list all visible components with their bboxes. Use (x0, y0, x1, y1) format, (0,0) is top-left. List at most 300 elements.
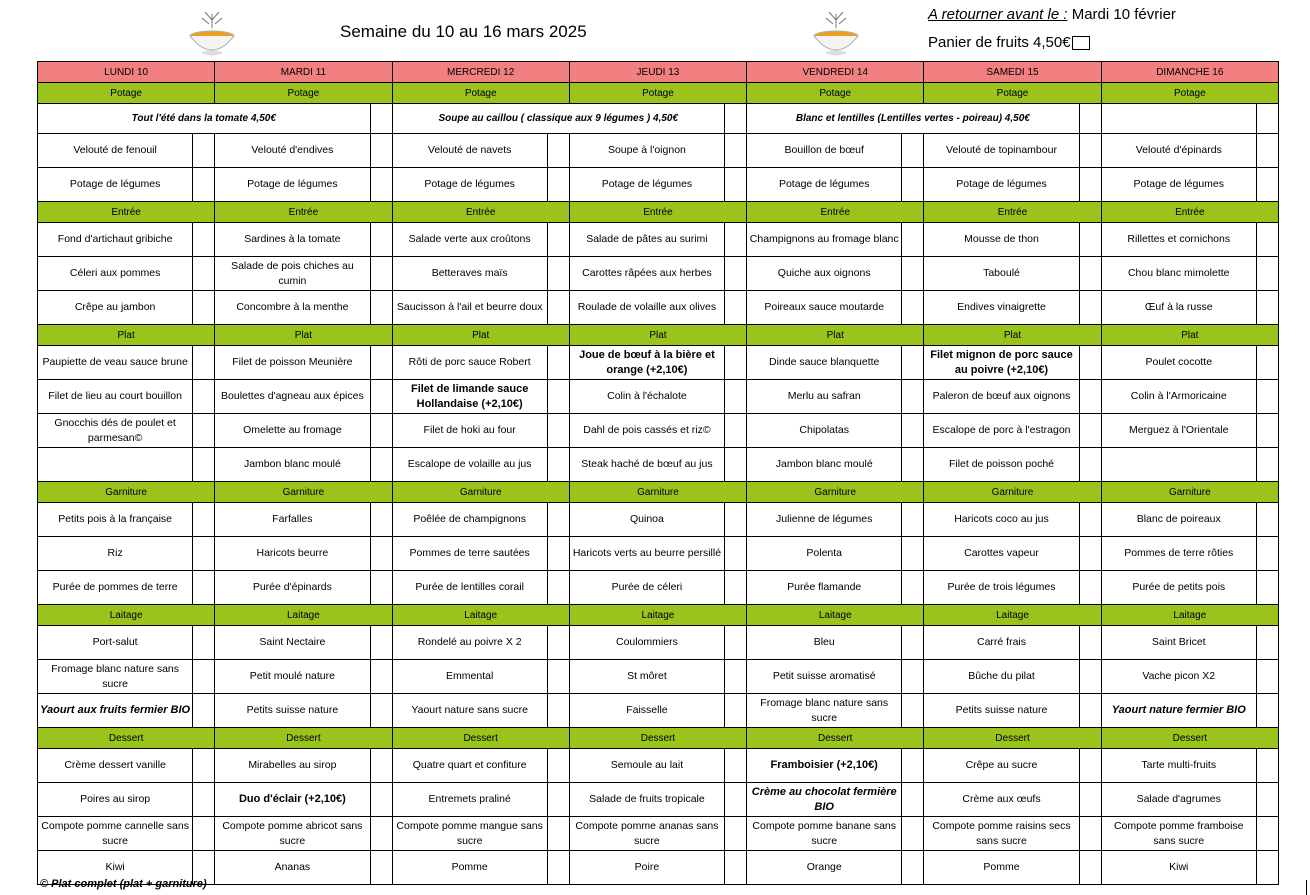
order-box[interactable] (725, 448, 747, 482)
soup-bowl-icon (809, 8, 863, 58)
menu-item: Velouté d'endives (215, 134, 370, 168)
order-box[interactable] (725, 626, 747, 660)
order-box[interactable] (370, 626, 392, 660)
order-box[interactable] (1256, 291, 1278, 325)
order-box[interactable] (193, 783, 215, 817)
menu-item: Haricots coco au jus (924, 503, 1079, 537)
order-box[interactable] (547, 817, 569, 851)
order-box[interactable] (725, 749, 747, 783)
order-box[interactable] (902, 851, 924, 885)
day-header: SAMEDI 15 (924, 62, 1101, 83)
special-soup: Tout l'été dans la tomate 4,50€ (38, 104, 371, 134)
menu-item: Filet de lieu au court bouillon (38, 380, 193, 414)
menu-item: Blanc de poireaux (1101, 503, 1256, 537)
menu-item: Filet mignon de porc sauce au poivre (+2,10€) (924, 346, 1079, 380)
order-box[interactable] (193, 660, 215, 694)
order-box[interactable] (547, 851, 569, 885)
menu-item: Fromage blanc nature sans sucre (38, 660, 193, 694)
menu-item: Crème au chocolat fermière BIO (747, 783, 902, 817)
section-header-dessert: Dessert (1101, 728, 1278, 749)
order-box[interactable] (193, 134, 215, 168)
menu-item: Salade de fruits tropicale (569, 783, 724, 817)
menu-item: Velouté d'épinards (1101, 134, 1256, 168)
menu-item: Salade de pois chiches au cumin (215, 257, 370, 291)
order-box[interactable] (370, 380, 392, 414)
menu-item: Purée de trois légumes (924, 571, 1079, 605)
menu-item: Taboulé (924, 257, 1079, 291)
section-header-entree: Entrée (1101, 202, 1278, 223)
order-box[interactable] (193, 448, 215, 482)
menu-item: Potage de légumes (392, 168, 547, 202)
menu-item: St môret (569, 660, 724, 694)
return-label: A retourner avant le : (928, 6, 1068, 23)
order-box[interactable] (547, 291, 569, 325)
order-box[interactable] (1079, 346, 1101, 380)
menu-item: Yaourt aux fruits fermier BIO (38, 694, 193, 728)
order-box[interactable] (193, 626, 215, 660)
menu-item: Carottes vapeur (924, 537, 1079, 571)
menu-item: Entremets praliné (392, 783, 547, 817)
order-box[interactable] (193, 694, 215, 728)
menu-item: Concombre à la menthe (215, 291, 370, 325)
menu-item: Emmental (392, 660, 547, 694)
section-header-garniture: Garniture (747, 482, 924, 503)
order-box[interactable] (902, 448, 924, 482)
menu-item: Crème dessert vanille (38, 749, 193, 783)
footnote: © Plat complet (plat + garniture) (40, 878, 207, 890)
order-box[interactable] (547, 346, 569, 380)
order-box[interactable] (193, 223, 215, 257)
order-box[interactable] (1079, 168, 1101, 202)
order-box[interactable] (725, 694, 747, 728)
order-box[interactable] (1256, 448, 1278, 482)
menu-item: Purée de petits pois (1101, 571, 1256, 605)
order-box[interactable] (902, 414, 924, 448)
menu-item: Céleri aux pommes (38, 257, 193, 291)
order-box[interactable] (193, 571, 215, 605)
order-box[interactable] (902, 537, 924, 571)
order-box[interactable] (1079, 537, 1101, 571)
section-header-dessert: Dessert (747, 728, 924, 749)
section-header-garniture: Garniture (1101, 482, 1278, 503)
menu-item: Poêlée de champignons (392, 503, 547, 537)
order-box[interactable] (547, 414, 569, 448)
menu-item: Colin à l'Armoricaine (1101, 380, 1256, 414)
menu-item: Merguez à l'Orientale (1101, 414, 1256, 448)
menu-item: Purée de pommes de terre (38, 571, 193, 605)
section-header-potage: Potage (747, 83, 924, 104)
order-box[interactable] (902, 134, 924, 168)
menu-item: Vache picon X2 (1101, 660, 1256, 694)
order-box[interactable] (193, 257, 215, 291)
menu-item: Petit moulé nature (215, 660, 370, 694)
menu-item: Purée d'épinards (215, 571, 370, 605)
order-box[interactable] (902, 291, 924, 325)
menu-item: Salade d'agrumes (1101, 783, 1256, 817)
order-box[interactable] (370, 448, 392, 482)
menu-item: Riz (38, 537, 193, 571)
section-header-potage: Potage (1101, 83, 1278, 104)
order-box[interactable] (1079, 414, 1101, 448)
order-box[interactable] (193, 414, 215, 448)
menu-item: Fond d'artichaut gribiche (38, 223, 193, 257)
order-box[interactable] (1256, 851, 1278, 885)
order-box[interactable] (370, 694, 392, 728)
menu-item: Filet de poisson poché (924, 448, 1079, 482)
order-box[interactable] (547, 448, 569, 482)
section-header-entree: Entrée (215, 202, 392, 223)
menu-item: Potage de légumes (1101, 168, 1256, 202)
order-box[interactable] (902, 694, 924, 728)
section-header-garniture: Garniture (38, 482, 215, 503)
order-box[interactable] (1079, 503, 1101, 537)
order-box[interactable] (370, 134, 392, 168)
order-box[interactable] (1079, 291, 1101, 325)
menu-item: Framboisier (+2,10€) (747, 749, 902, 783)
order-box[interactable] (1079, 134, 1101, 168)
menu-item: Ananas (215, 851, 370, 885)
menu-item: Pomme (392, 851, 547, 885)
order-box[interactable] (1256, 346, 1278, 380)
section-header-garniture: Garniture (569, 482, 746, 503)
menu-item: Escalope de volaille au jus (392, 448, 547, 482)
order-box[interactable] (193, 817, 215, 851)
menu-item: Julienne de légumes (747, 503, 902, 537)
order-box[interactable] (1256, 694, 1278, 728)
menu-item: Petits suisse nature (215, 694, 370, 728)
order-box[interactable] (370, 537, 392, 571)
menu-item: Purée de lentilles corail (392, 571, 547, 605)
order-box[interactable] (370, 257, 392, 291)
order-box[interactable] (370, 346, 392, 380)
order-box[interactable] (1256, 168, 1278, 202)
menu-item: Paupiette de veau sauce brune (38, 346, 193, 380)
order-box[interactable] (1079, 380, 1101, 414)
menu-item: Compote pomme cannelle sans sucre (38, 817, 193, 851)
section-header-plat: Plat (924, 325, 1101, 346)
order-box[interactable] (902, 626, 924, 660)
order-box[interactable] (193, 749, 215, 783)
menu-item: Semoule au lait (569, 749, 724, 783)
order-box[interactable] (1079, 783, 1101, 817)
page-title: Semaine du 10 au 16 mars 2025 (340, 22, 587, 41)
order-box[interactable] (725, 104, 747, 134)
order-box[interactable] (370, 851, 392, 885)
menu-item: Merlu au safran (747, 380, 902, 414)
order-box[interactable] (547, 168, 569, 202)
menu-item: Saucisson à l'ail et beurre doux (392, 291, 547, 325)
order-box[interactable] (370, 783, 392, 817)
day-header: MERCREDI 12 (392, 62, 569, 83)
order-box[interactable] (902, 783, 924, 817)
menu-item: Bleu (747, 626, 902, 660)
order-box[interactable] (1256, 571, 1278, 605)
menu-item: Poireaux sauce moutarde (747, 291, 902, 325)
special-soup: Blanc et lentilles (Lentilles vertes - poireau) 4,50€ (747, 104, 1080, 134)
order-box[interactable] (370, 168, 392, 202)
menu-item: Filet de hoki au four (392, 414, 547, 448)
menu-item: Omelette au fromage (215, 414, 370, 448)
order-box[interactable] (370, 291, 392, 325)
menu-item: Purée de céleri (569, 571, 724, 605)
menu-item: Coulommiers (569, 626, 724, 660)
day-header: MARDI 11 (215, 62, 392, 83)
soup-bowl-icon (185, 8, 239, 58)
menu-item: Velouté de navets (392, 134, 547, 168)
order-box[interactable] (902, 749, 924, 783)
menu-item: Quiche aux oignons (747, 257, 902, 291)
order-box[interactable] (370, 660, 392, 694)
order-box[interactable] (547, 503, 569, 537)
menu-item: Sardines à la tomate (215, 223, 370, 257)
order-box[interactable] (370, 223, 392, 257)
order-box[interactable] (370, 414, 392, 448)
menu-item: Potage de légumes (924, 168, 1079, 202)
menu-item: Endives vinaigrette (924, 291, 1079, 325)
menu-item: Soupe à l'oignon (569, 134, 724, 168)
order-box[interactable] (902, 660, 924, 694)
order-box[interactable] (1256, 503, 1278, 537)
menu-item: Potage de légumes (215, 168, 370, 202)
menu-item: Orange (747, 851, 902, 885)
order-box[interactable] (193, 380, 215, 414)
order-box[interactable] (370, 104, 392, 134)
order-box[interactable] (725, 537, 747, 571)
day-header: LUNDI 10 (38, 62, 215, 83)
order-box[interactable] (1256, 414, 1278, 448)
menu-item: Joue de bœuf à la bière et orange (+2,10€) (569, 346, 724, 380)
menu-item: Filet de limande sauce Hollandaise (+2,10€) (392, 380, 547, 414)
menu-item: Poulet cocotte (1101, 346, 1256, 380)
menu-item: Crêpe au jambon (38, 291, 193, 325)
menu-item: Purée flamande (747, 571, 902, 605)
menu-item: Carré frais (924, 626, 1079, 660)
order-box[interactable] (725, 660, 747, 694)
menu-item: Carottes râpées aux herbes (569, 257, 724, 291)
order-box[interactable] (1256, 817, 1278, 851)
menu-item: Crème aux œufs (924, 783, 1079, 817)
section-header-plat: Plat (392, 325, 569, 346)
order-box[interactable] (1256, 257, 1278, 291)
order-box[interactable] (1079, 223, 1101, 257)
order-box[interactable] (1079, 448, 1101, 482)
order-box[interactable] (370, 749, 392, 783)
fruit-basket-label: Panier de fruits 4,50€ (928, 34, 1071, 51)
menu-item: Saint Nectaire (215, 626, 370, 660)
order-box[interactable] (902, 817, 924, 851)
order-box[interactable] (547, 626, 569, 660)
menu-item: Champignons au fromage blanc (747, 223, 902, 257)
menu-item: Bouillon de bœuf (747, 134, 902, 168)
menu-item: Haricots beurre (215, 537, 370, 571)
order-box[interactable] (370, 817, 392, 851)
section-header-entree: Entrée (569, 202, 746, 223)
return-deadline (928, 6, 1176, 23)
order-box[interactable] (1256, 660, 1278, 694)
section-header-dessert: Dessert (392, 728, 569, 749)
menu-item: Potage de légumes (569, 168, 724, 202)
section-header-plat: Plat (215, 325, 392, 346)
menu-item: Chipolatas (747, 414, 902, 448)
menu-item: Compote pomme framboise sans sucre (1101, 817, 1256, 851)
order-box[interactable] (1079, 660, 1101, 694)
menu-item: Rôti de porc sauce Robert (392, 346, 547, 380)
order-box[interactable] (1256, 749, 1278, 783)
section-header-dessert: Dessert (924, 728, 1101, 749)
order-box[interactable] (725, 380, 747, 414)
order-box[interactable] (1079, 749, 1101, 783)
order-box[interactable] (1256, 380, 1278, 414)
return-date: Mardi 10 février (1071, 6, 1176, 23)
section-header-potage: Potage (569, 83, 746, 104)
order-box[interactable] (193, 168, 215, 202)
menu-item: Colin à l'échalote (569, 380, 724, 414)
menu-item: Pomme (924, 851, 1079, 885)
fruit-basket-checkbox[interactable] (1072, 36, 1090, 50)
order-box[interactable] (370, 503, 392, 537)
section-header-laitage: Laitage (392, 605, 569, 626)
order-box[interactable] (547, 134, 569, 168)
menu-table (37, 61, 1279, 885)
order-box[interactable] (1256, 537, 1278, 571)
menu-item: Petits pois à la française (38, 503, 193, 537)
order-box[interactable] (725, 503, 747, 537)
section-header-potage: Potage (215, 83, 392, 104)
order-box[interactable] (547, 223, 569, 257)
order-box[interactable] (1079, 626, 1101, 660)
section-header-potage: Potage (924, 83, 1101, 104)
order-box[interactable] (547, 694, 569, 728)
menu-item: Pommes de terre sautées (392, 537, 547, 571)
order-box[interactable] (725, 134, 747, 168)
menu-item: Compote pomme mangue sans sucre (392, 817, 547, 851)
menu-item: Faisselle (569, 694, 724, 728)
menu-item: Haricots verts au beurre persillé (569, 537, 724, 571)
menu-item: Saint Bricet (1101, 626, 1256, 660)
menu-item: Polenta (747, 537, 902, 571)
order-box[interactable] (902, 223, 924, 257)
menu-item: Quinoa (569, 503, 724, 537)
order-box[interactable] (547, 380, 569, 414)
menu-item: Poire (569, 851, 724, 885)
menu-item: Compote pomme banane sans sucre (747, 817, 902, 851)
section-header-potage: Potage (392, 83, 569, 104)
menu-item: Mirabelles au sirop (215, 749, 370, 783)
order-box[interactable] (1079, 694, 1101, 728)
order-box[interactable] (193, 346, 215, 380)
order-box[interactable] (547, 783, 569, 817)
menu-item: Steak haché de bœuf au jus (569, 448, 724, 482)
divider (1306, 880, 1307, 895)
order-box[interactable] (1256, 134, 1278, 168)
menu-item: Paleron de bœuf aux oignons (924, 380, 1079, 414)
order-box[interactable] (725, 223, 747, 257)
order-box[interactable] (1079, 817, 1101, 851)
menu-item: Bûche du pilat (924, 660, 1079, 694)
special-soup: Soupe au caillou ( classique aux 9 légumes ) 4,50€ (392, 104, 725, 134)
order-box[interactable] (902, 503, 924, 537)
order-box[interactable] (1079, 571, 1101, 605)
order-box[interactable] (725, 168, 747, 202)
menu-item: Œuf à la russe (1101, 291, 1256, 325)
menu-item (38, 448, 193, 482)
menu-item: Gnocchis dés de poulet et parmesan© (38, 414, 193, 448)
menu-item: Salade de pâtes au surimi (569, 223, 724, 257)
order-box[interactable] (1256, 783, 1278, 817)
menu-item: Chou blanc mimolette (1101, 257, 1256, 291)
order-box[interactable] (1079, 104, 1101, 134)
day-header: VENDREDI 14 (747, 62, 924, 83)
section-header-plat: Plat (38, 325, 215, 346)
menu-item: Duo d'éclair (+2,10€) (215, 783, 370, 817)
order-box[interactable] (725, 571, 747, 605)
order-box[interactable] (902, 346, 924, 380)
menu-item: Poires au sirop (38, 783, 193, 817)
order-box[interactable] (547, 749, 569, 783)
section-header-entree: Entrée (392, 202, 569, 223)
order-box[interactable] (193, 537, 215, 571)
order-box[interactable] (725, 783, 747, 817)
section-header-entree: Entrée (924, 202, 1101, 223)
order-box[interactable] (547, 257, 569, 291)
section-header-plat: Plat (1101, 325, 1278, 346)
menu-item (1101, 448, 1256, 482)
order-box[interactable] (193, 503, 215, 537)
menu-item: Yaourt nature sans sucre (392, 694, 547, 728)
order-box[interactable] (1256, 104, 1278, 134)
order-box[interactable] (370, 571, 392, 605)
order-box[interactable] (1256, 626, 1278, 660)
order-box[interactable] (547, 537, 569, 571)
order-box[interactable] (193, 291, 215, 325)
order-box[interactable] (725, 346, 747, 380)
order-box[interactable] (725, 817, 747, 851)
section-header-dessert: Dessert (569, 728, 746, 749)
order-box[interactable] (902, 380, 924, 414)
menu-item: Filet de poisson Meunière (215, 346, 370, 380)
menu-item: Dahl de pois cassés et riz© (569, 414, 724, 448)
day-header: JEUDI 13 (569, 62, 746, 83)
menu-item: Mousse de thon (924, 223, 1079, 257)
order-box[interactable] (725, 257, 747, 291)
menu-item: Kiwi (38, 851, 193, 885)
order-box[interactable] (902, 168, 924, 202)
menu-item: Tarte multi-fruits (1101, 749, 1256, 783)
order-box[interactable] (1079, 257, 1101, 291)
order-box[interactable] (725, 291, 747, 325)
section-header-laitage: Laitage (569, 605, 746, 626)
menu-item: Potage de légumes (38, 168, 193, 202)
section-header-laitage: Laitage (1101, 605, 1278, 626)
section-header-dessert: Dessert (38, 728, 215, 749)
section-header-garniture: Garniture (215, 482, 392, 503)
menu-item: Roulade de volaille aux olives (569, 291, 724, 325)
order-box[interactable] (547, 571, 569, 605)
section-header-plat: Plat (569, 325, 746, 346)
order-box[interactable] (547, 660, 569, 694)
menu-item: Velouté de fenouil (38, 134, 193, 168)
order-box[interactable] (1256, 223, 1278, 257)
order-box[interactable] (902, 571, 924, 605)
order-box[interactable] (902, 257, 924, 291)
day-header: DIMANCHE 16 (1101, 62, 1278, 83)
order-box[interactable] (1079, 851, 1101, 885)
order-box[interactable] (725, 851, 747, 885)
menu-item: Port-salut (38, 626, 193, 660)
menu-item: Kiwi (1101, 851, 1256, 885)
order-box[interactable] (725, 414, 747, 448)
menu-item: Boulettes d'agneau aux épices (215, 380, 370, 414)
